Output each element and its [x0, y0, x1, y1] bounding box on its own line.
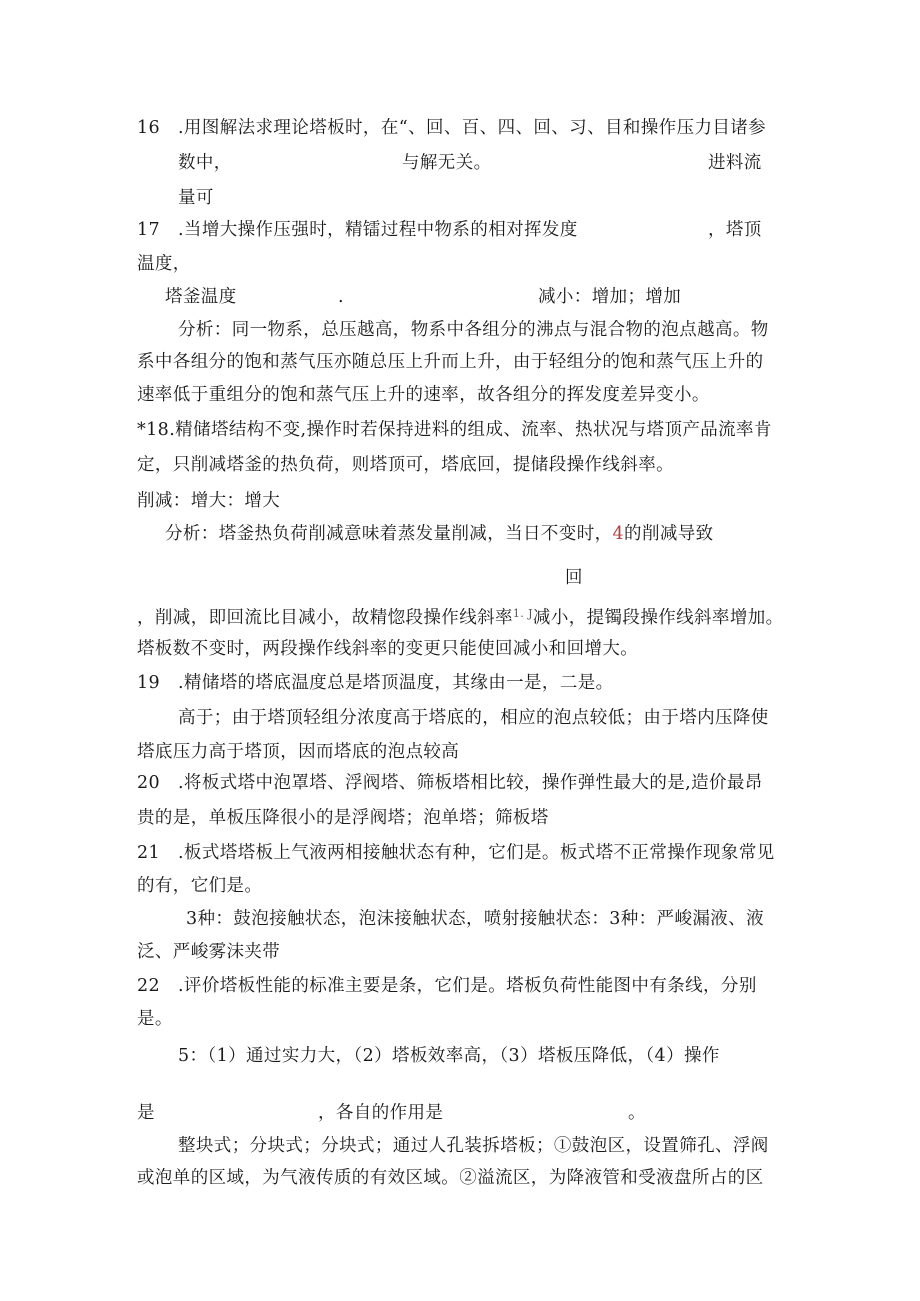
q18-line-1: *18.精储塔结构不变,操作时若保持进料的组成、流率、热状况与塔顶产品流率肯 [137, 420, 772, 440]
q18-analysis-1 [165, 522, 714, 546]
q17-line-2: 温度， [137, 254, 191, 274]
q23-answer-2: 或泡单的区域，为气液传质的有效区域。②溢流区，为降液管和受液盘所占的区 [137, 1168, 764, 1188]
q21-line-1: 21 .板式塔塔板上气液两相接触状态有种，它们是。板式塔不正常操作现象常见 [137, 843, 775, 863]
q17-line-3a: 塔釜温度 [165, 287, 237, 307]
q18-line-2: 定，只削减塔釜的热负荷，则塔顶可，塔底回，提储段操作线斜率。 [137, 455, 674, 475]
q17-line-1b: ，塔顶 [708, 220, 762, 240]
q18-analysis-3 [137, 602, 784, 630]
q18-analysis-4: 塔板数不变时，两段操作线斜率的变更只能使回减小和回增大。 [137, 639, 639, 659]
q17-line-1a: 17 .当增大操作压强时，精镭过程中物系的相对挥发度 [137, 220, 578, 240]
q17-analysis-2: 系中各组分的饱和蒸气压亦随总压上升而上升，由于轻组分的饱和蒸气压上升的 [137, 352, 764, 372]
q22-answer-1: 5：（1）通过实力大，（2）塔板效率高，（3）塔板压降低，（4）操作 [178, 1046, 720, 1066]
q23-line-1a: 是 [137, 1103, 155, 1123]
q18-analysis-1a: 分析：塔釜热负荷削减意味着蒸发量削减，当日不变时， [165, 524, 613, 544]
q17-analysis-1: 分析：同一物系，总压越高，物系中各组分的沸点与混合物的泡点越高。物 [178, 320, 769, 340]
q18-analysis-3a: ，削减，即回流比目减小，故精惚段操作线斜率 [137, 608, 513, 628]
q17-line-3b: . [338, 287, 344, 307]
q16-line-2b: 与解无关。 [402, 153, 492, 173]
q23-answer-1: 整块式；分块式；分块式；通过人孔装拆塔板；①鼓泡区，设置筛孔、浮阀 [178, 1136, 769, 1156]
q22-line-2: 是。 [137, 1009, 173, 1029]
q23-line-1c: 。 [628, 1103, 646, 1123]
q18-analysis-1c: 的削减导致 [624, 524, 714, 544]
q21-answer-1: 3种：鼓泡接触状态，泡沫接触状态，喷射接触状态：3种：严峻漏液、液 [186, 909, 764, 929]
q18-analysis-3c: 减小，提镯段操作线斜率增加。 [532, 608, 784, 628]
q18-analysis-3b: 1. J [512, 607, 533, 620]
q18-answer: 削减：增大：增大 [137, 491, 281, 511]
q20-line-2: 贵的是，单板压降很小的是浮阀塔；泡单塔；筛板塔 [137, 808, 549, 828]
q16-line-1: 16 .用图解法求理论塔板时，在“、回、百、四、回、习、目和操作压力目诸参 [137, 118, 767, 138]
q19-line-1: 19 .精储塔的塔底温度总是塔顶温度，其缘由一是，二是。 [137, 673, 614, 693]
q18-analysis-2: 回 [565, 568, 583, 588]
q16-line-3: 量可 [178, 188, 214, 208]
q16-line-2a: 数中， [178, 153, 232, 173]
q17-analysis-3: 速率低于重组分的饱和蒸气压上升的速率，故各组分的挥发度差异变小。 [137, 385, 710, 405]
q21-line-2: 的有，它们是。 [137, 876, 263, 896]
q21-answer-2: 泛、严峻雾沫夹带 [137, 942, 281, 962]
q19-answer-1: 高于；由于塔顶轻组分浓度高于塔底的，相应的泡点较低；由于塔内压降使 [178, 708, 769, 728]
q19-answer-2: 塔底压力高于塔顶，因而塔底的泡点较高 [137, 742, 460, 762]
q23-line-1b: ，各自的作用是 [318, 1103, 444, 1123]
q16-line-2c: 进料流 [708, 153, 762, 173]
q20-line-1: 20 .将板式塔中泡罩塔、浮阀塔、筛板塔相比较，操作弹性最大的是,造价最昂 [137, 773, 763, 793]
q18-analysis-1b: 4 [612, 524, 625, 544]
q22-line-1: 22 .评价塔板性能的标准主要是条，它们是。塔板负荷性能图中有条线，分别 [137, 976, 757, 996]
q17-answer: 减小：增加；增加 [538, 287, 682, 307]
